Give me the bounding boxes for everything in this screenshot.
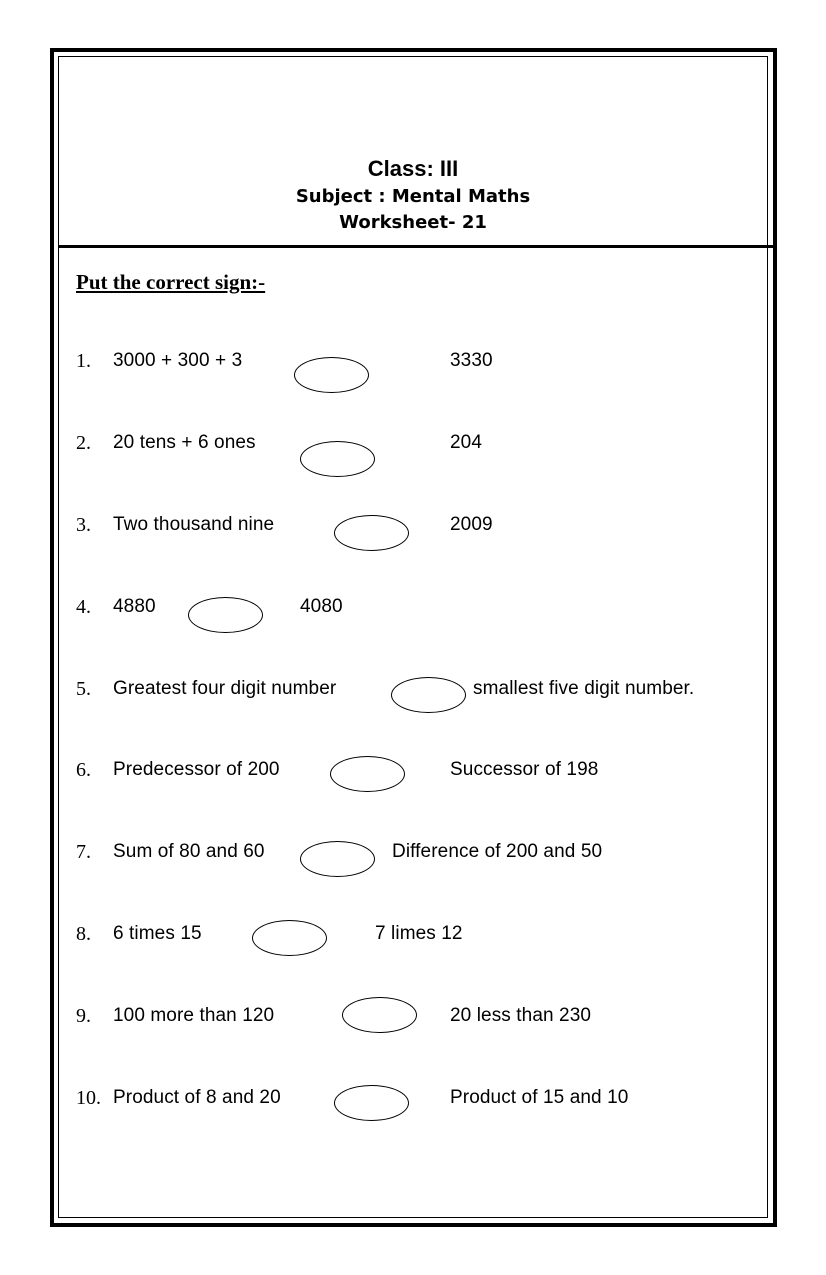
- question-right-expression: 20 less than 230: [450, 1005, 592, 1026]
- header-divider: [58, 245, 775, 248]
- class-title: Class: III: [367, 156, 459, 181]
- worksheet-number: Worksheet- 21: [339, 212, 487, 233]
- question-row-4: [0, 593, 826, 633]
- question-number: 6.: [76, 759, 91, 781]
- question-right-expression: 7 limes 12: [375, 923, 463, 944]
- question-number: 1.: [76, 350, 91, 372]
- answer-oval[interactable]: [188, 597, 263, 633]
- question-left-expression: Greatest four digit number: [113, 678, 337, 699]
- question-left-expression: Predecessor of 200: [113, 759, 280, 780]
- question-left-expression: 3000 + 300 + 3: [113, 350, 243, 371]
- question-number: 5.: [76, 678, 91, 700]
- question-right-expression: 204: [450, 432, 483, 453]
- question-right-expression: Difference of 200 and 50: [392, 841, 603, 862]
- question-left-expression: Product of 8 and 20: [113, 1087, 281, 1108]
- question-row-3: [0, 511, 826, 551]
- question-left-expression: 20 tens + 6 ones: [113, 432, 256, 453]
- question-right-expression: Successor of 198: [450, 759, 599, 780]
- subject-title: Subject : Mental Maths: [295, 186, 531, 207]
- question-number: 9.: [76, 1005, 91, 1027]
- question-left-expression: Two thousand nine: [113, 514, 275, 535]
- answer-oval[interactable]: [391, 677, 466, 713]
- answer-oval[interactable]: [334, 515, 409, 551]
- question-right-expression: smallest five digit number.: [473, 678, 695, 699]
- question-left-expression: 6 times 15: [113, 923, 202, 944]
- answer-oval[interactable]: [294, 357, 369, 393]
- question-number: 4.: [76, 596, 91, 618]
- question-row-5: [0, 675, 826, 715]
- answer-oval[interactable]: [330, 756, 405, 792]
- instruction-heading: Put the correct sign:-: [76, 270, 266, 294]
- question-number: 8.: [76, 923, 91, 945]
- answer-oval[interactable]: [252, 920, 327, 956]
- question-left-expression: 4880: [113, 596, 156, 617]
- question-row-2: [0, 429, 826, 469]
- answer-oval[interactable]: [300, 841, 375, 877]
- question-number: 3.: [76, 514, 91, 536]
- question-row-1: [0, 347, 826, 387]
- question-row-10: [0, 1084, 826, 1124]
- question-row-7: [0, 838, 826, 878]
- question-row-6: [0, 756, 826, 796]
- question-number: 7.: [76, 841, 91, 863]
- answer-oval[interactable]: [300, 441, 375, 477]
- question-right-expression: Product of 15 and 10: [450, 1087, 629, 1108]
- question-right-expression: 4080: [300, 596, 343, 617]
- question-number: 10.: [76, 1087, 101, 1109]
- question-row-8: [0, 920, 826, 960]
- question-right-expression: 2009: [450, 514, 493, 535]
- question-left-expression: Sum of 80 and 60: [113, 841, 265, 862]
- question-number: 2.: [76, 432, 91, 454]
- answer-oval[interactable]: [342, 997, 417, 1033]
- question-row-9: [0, 1002, 826, 1042]
- question-left-expression: 100 more than 120: [113, 1005, 275, 1026]
- answer-oval[interactable]: [334, 1085, 409, 1121]
- question-right-expression: 3330: [450, 350, 493, 371]
